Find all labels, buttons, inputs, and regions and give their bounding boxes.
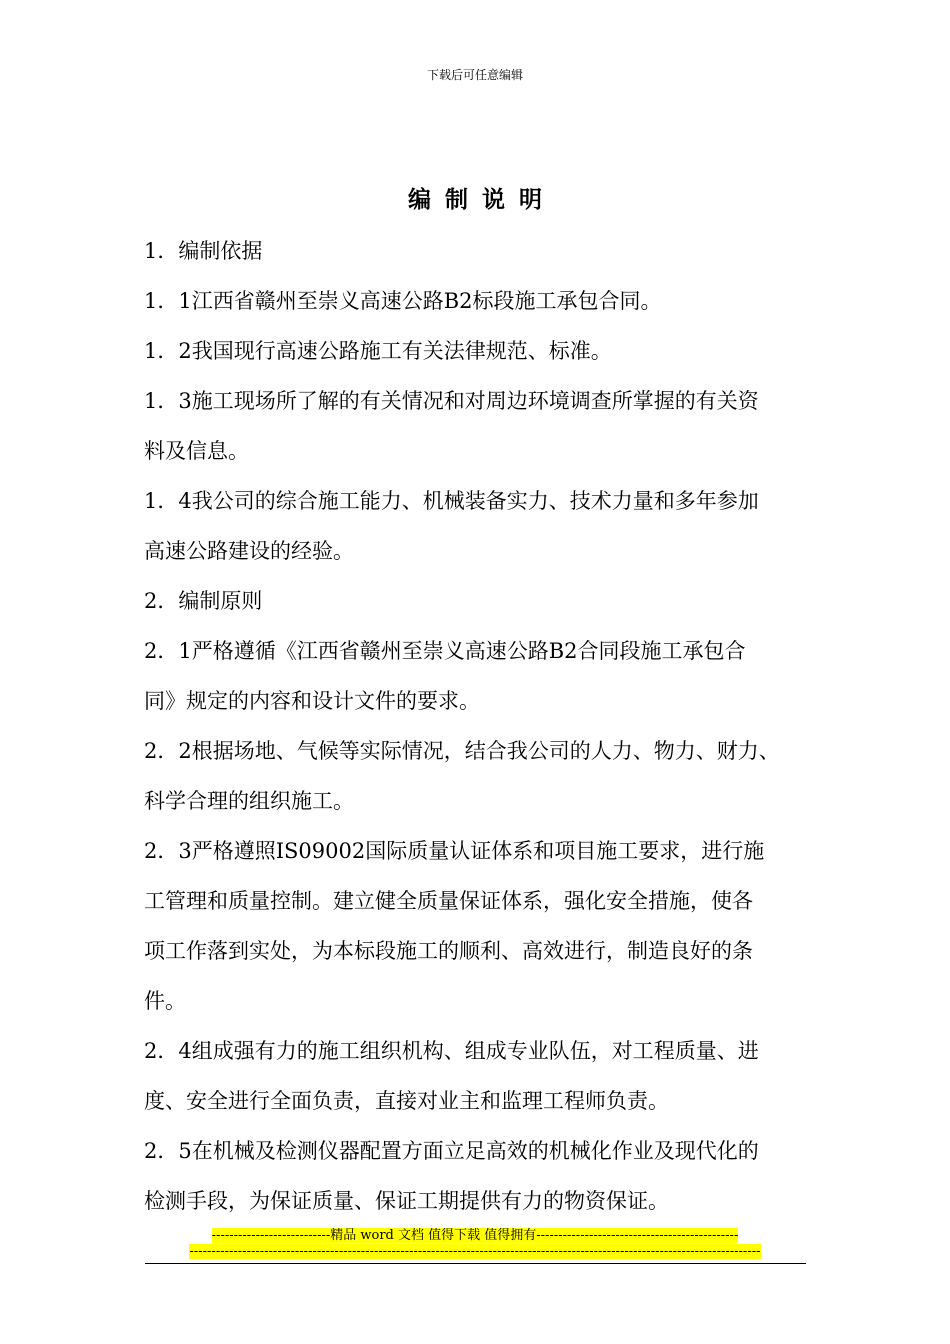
body-line: 科学合理的组织施工。 bbox=[144, 789, 354, 813]
body-line: 2．2根据场地、气候等实际情况，结合我公司的人力、物力、财力、 bbox=[144, 739, 780, 763]
body-line: 1．4我公司的综合施工能力、机械装备实力、技术力量和多年参加 bbox=[144, 489, 759, 513]
body-line: 1．编制依据 bbox=[144, 239, 263, 263]
body-line: 2．3严格遵照IS09002国际质量认证体系和项目施工要求，进行施 bbox=[144, 839, 765, 863]
body-line: 1．1江西省赣州至崇义高速公路B2标段施工承包合同。 bbox=[144, 289, 662, 313]
body-line: 项工作落到实处，为本标段施工的顺利、高效进行，制造良好的条 bbox=[144, 939, 753, 963]
body-line: 2．编制原则 bbox=[144, 589, 263, 613]
body-line: 1．2我国现行高速公路施工有关法律规范、标准。 bbox=[144, 339, 612, 363]
body-line: 度、安全进行全面负责，直接对业主和监理工程师负责。 bbox=[144, 1089, 669, 1113]
footer-divider bbox=[145, 1263, 806, 1264]
body-line: 1．3施工现场所了解的有关情况和对周边环境调查所掌握的有关资 bbox=[144, 389, 759, 413]
body-line: 检测手段，为保证质量、保证工期提供有力的物资保证。 bbox=[144, 1189, 669, 1213]
footer-banner-line: ---------------------------精品 word 文档 值得下载 值得拥有---------------------------------------------- bbox=[211, 1228, 739, 1243]
body-line: 同》规定的内容和设计文件的要求。 bbox=[144, 689, 480, 713]
body-line: 高速公路建设的经验。 bbox=[144, 539, 354, 563]
document-title: 编制说明 bbox=[408, 186, 556, 213]
body-line: 件。 bbox=[144, 989, 186, 1013]
document-body bbox=[144, 226, 824, 1226]
footer-banner bbox=[0, 1228, 950, 1260]
body-line: 料及信息。 bbox=[144, 439, 249, 463]
body-line: 工管理和质量控制。建立健全质量保证体系，强化安全措施，使各 bbox=[144, 889, 753, 913]
body-line: 2．1严格遵循《江西省赣州至崇义高速公路B2合同段施工承包合 bbox=[144, 639, 746, 663]
body-line: 2．5在机械及检测仪器配置方面立足高效的机械化作业及现代化的 bbox=[144, 1139, 759, 1163]
body-line: 2．4组成强有力的施工组织机构、组成专业队伍，对工程质量、进 bbox=[144, 1039, 759, 1063]
header-note: 下载后可任意编辑 bbox=[426, 68, 523, 82]
footer-banner-line: ---------------------------------------------------------------------------------------------------------------------------------- bbox=[189, 1244, 761, 1259]
